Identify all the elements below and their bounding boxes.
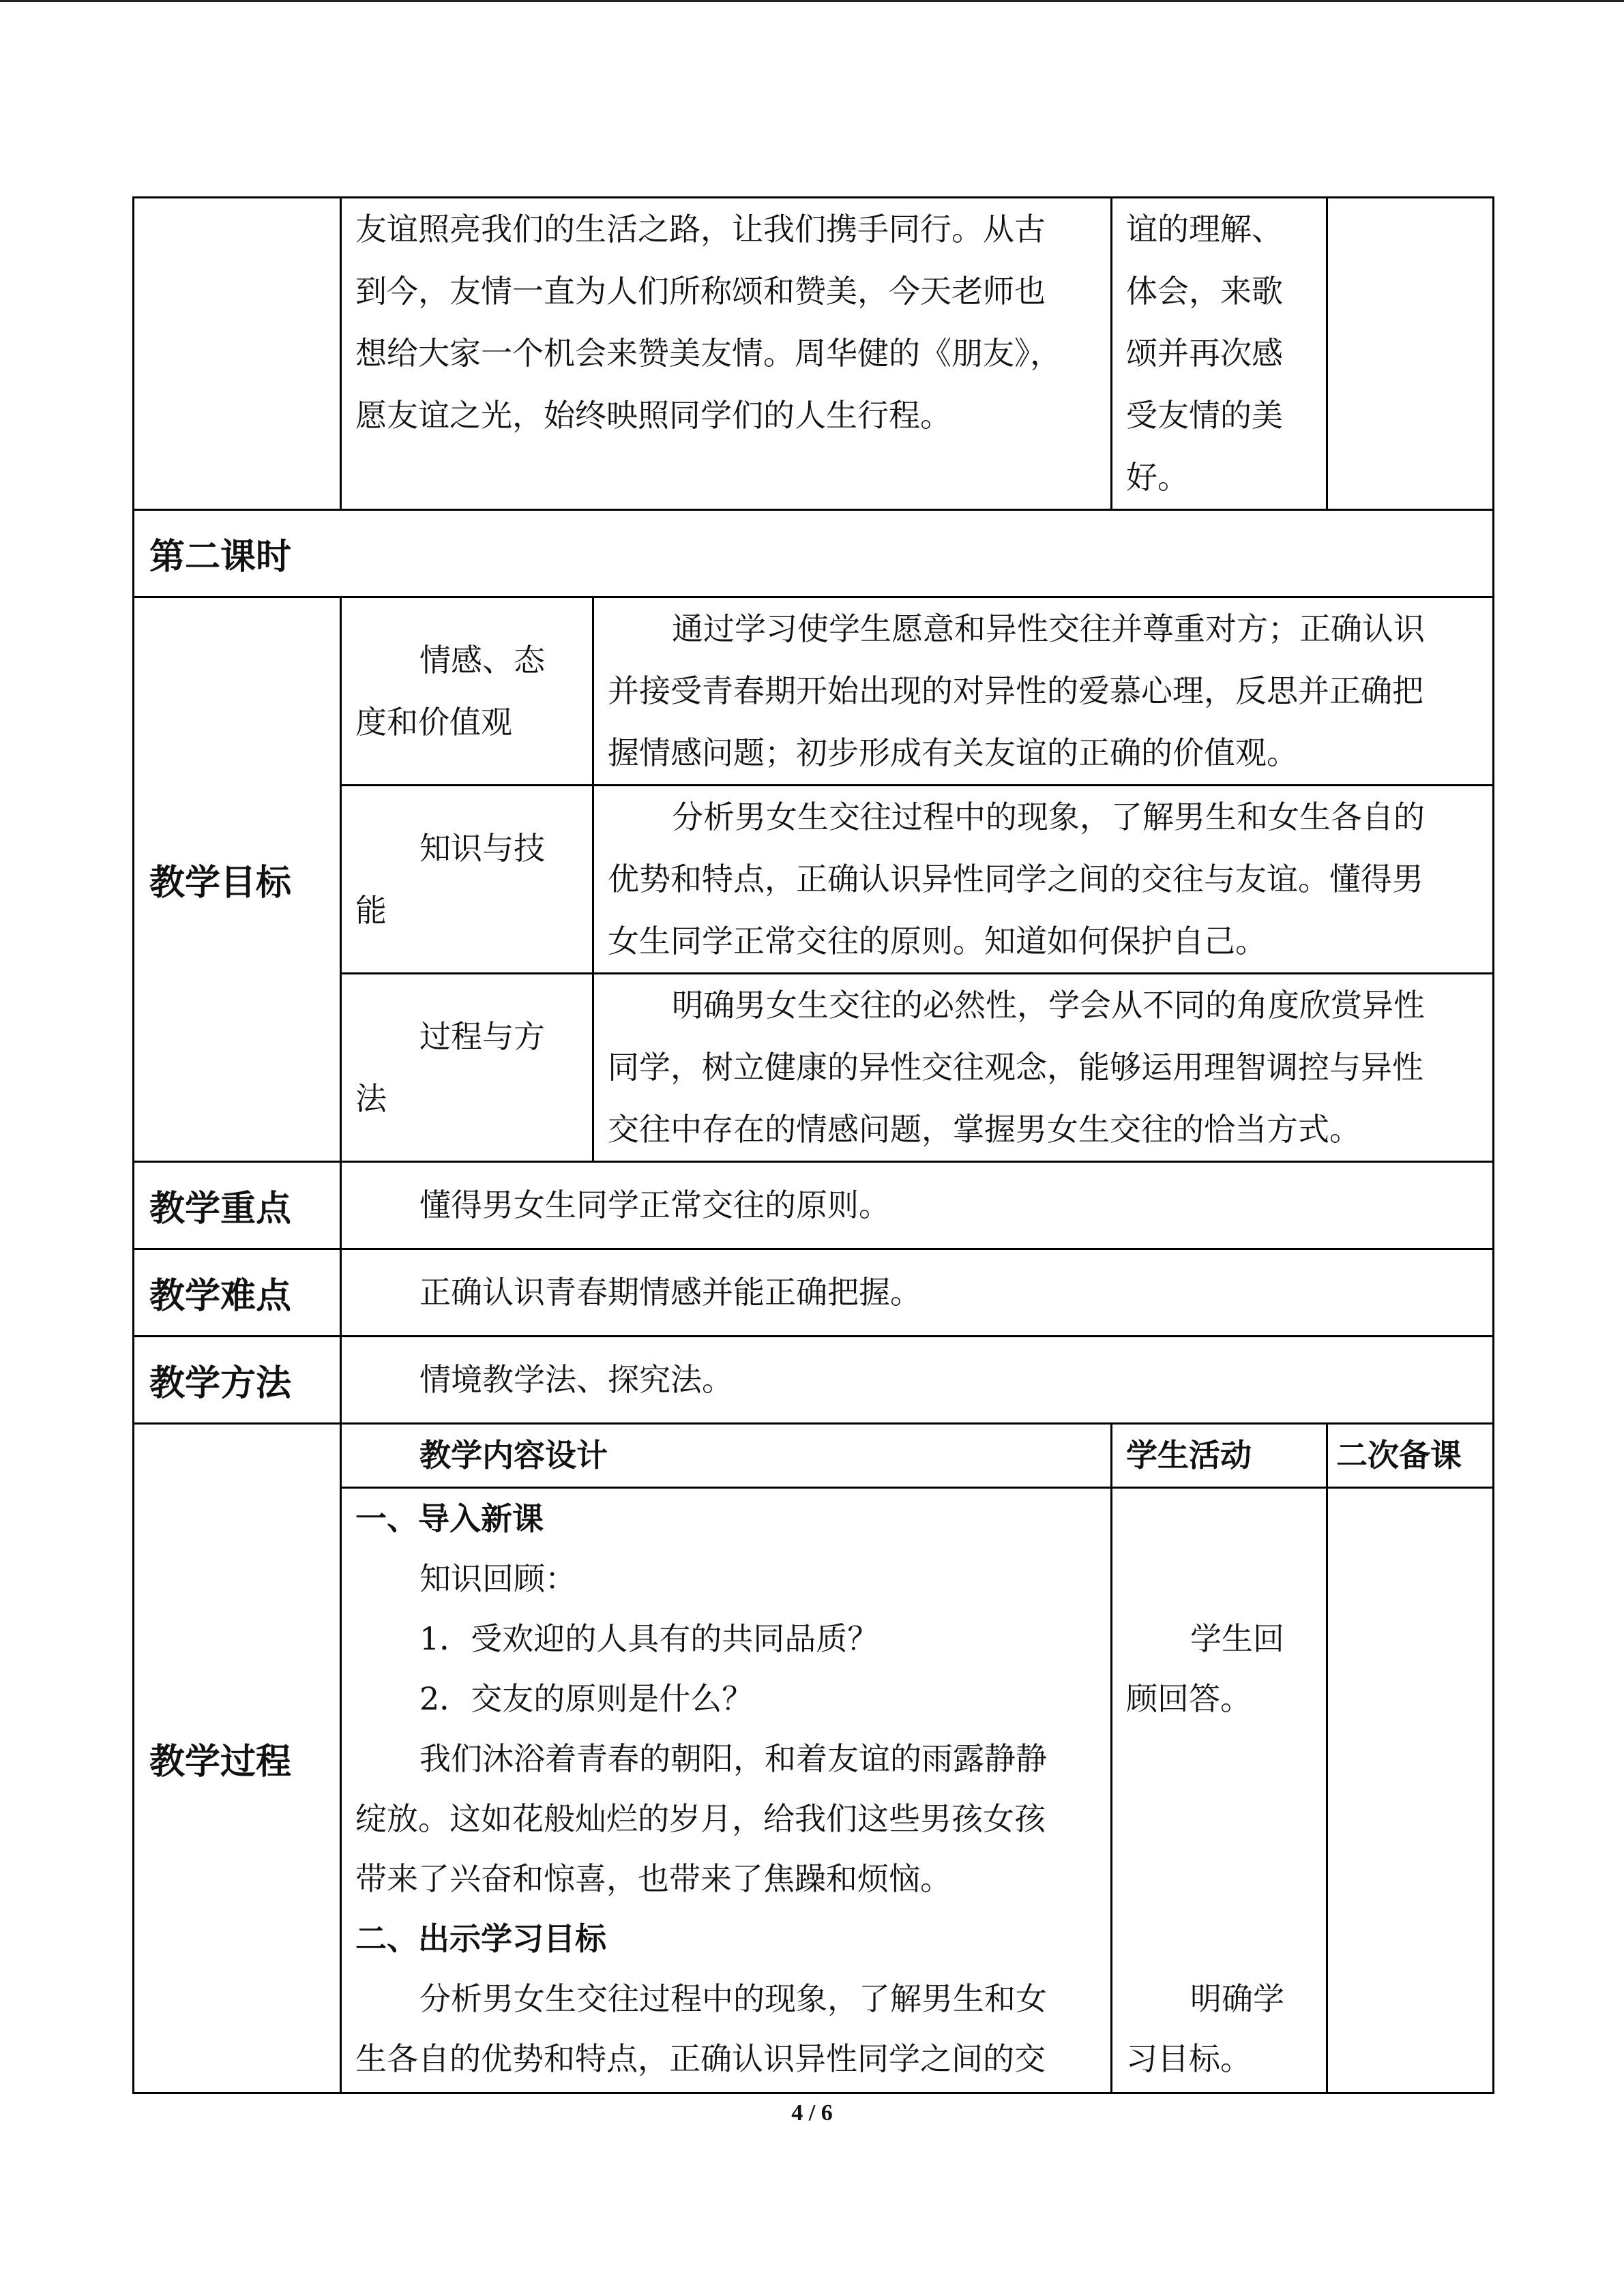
- question-item: 2．交友的原则是什么？: [419, 1680, 754, 1717]
- notes-cell: [1327, 198, 1494, 510]
- process-line: 生各自的优势和特点，正确认识异性同学之间的交: [355, 2040, 1046, 2077]
- objective-line: 女生同学正常交往的原则。知道如何保护自己。: [608, 923, 1267, 959]
- key-point-value: 懂得男女生同学正常交往的原则。: [419, 1187, 890, 1223]
- method-value: 情境教学法、探究法。: [419, 1361, 733, 1398]
- objective-category-cell: [341, 786, 593, 974]
- content-line: 到今，友情一直为人们所称颂和赞美，今天老师也: [355, 273, 1046, 310]
- second-prep-header: 二次备课: [1336, 1437, 1462, 1474]
- objective-line: 并接受青春期开始出现的对异性的爱慕心理，反思并正确把: [608, 672, 1423, 709]
- objective-text-cell: [593, 974, 1494, 1162]
- objective-category: 能: [355, 891, 387, 929]
- process-col-header: [1112, 1424, 1327, 1488]
- section-heading: 一、导入新课: [355, 1500, 544, 1537]
- page-number: 4 / 6: [791, 2100, 833, 2126]
- objective-category-cell: [341, 597, 593, 786]
- content-design-header: 教学内容设计: [419, 1437, 608, 1474]
- difficulty-value-cell: [341, 1249, 1494, 1337]
- objective-category: 法: [355, 1079, 387, 1117]
- process-label: 教学过程: [149, 1742, 292, 1783]
- objective-line: 分析男女生交往过程中的现象，了解男生和女生各自的: [672, 799, 1425, 835]
- continuation-row: [134, 198, 1494, 510]
- difficulty-label: 教学难点: [149, 1276, 292, 1317]
- process-content-cell: [341, 1488, 1112, 2093]
- process-col-header: [341, 1424, 1112, 1488]
- activity-line: 顾回答。: [1126, 1680, 1252, 1717]
- activity-line: 明确学: [1190, 1980, 1284, 2017]
- method-row: [134, 1337, 1494, 1424]
- objectives-label: 教学目标: [149, 863, 292, 904]
- objective-category: 过程与方: [419, 1017, 545, 1055]
- activity-line: 谊的理解、: [1126, 211, 1283, 248]
- content-cell: [341, 198, 1112, 510]
- student-activity-header: 学生活动: [1126, 1437, 1252, 1474]
- objective-line: 优势和特点，正确认识异性同学之间的交往与友谊。懂得男: [608, 861, 1423, 897]
- objective-category-cell: [341, 974, 593, 1162]
- objective-text-cell: [593, 597, 1494, 786]
- method-label: 教学方法: [149, 1363, 292, 1404]
- section-title: 第二课时: [149, 537, 292, 578]
- page-top-border: [0, 0, 1624, 2]
- objectives-label-cell: [134, 597, 341, 1162]
- process-line: 绽放。这如花般灿烂的岁月，给我们这些男孩女孩: [355, 1800, 1046, 1837]
- key-point-value-cell: [341, 1162, 1494, 1249]
- method-label-cell: [134, 1337, 341, 1424]
- objective-category: 知识与技: [419, 829, 545, 867]
- method-value-cell: [341, 1337, 1494, 1424]
- objective-category: 情感、态: [419, 641, 545, 679]
- process-label-cell: [134, 1424, 341, 2093]
- section-title-row: [134, 510, 1494, 597]
- process-header-row: [134, 1424, 1494, 1488]
- question-item: 1．受欢迎的人具有的共同品质？: [419, 1620, 879, 1657]
- process-col-header: [1327, 1424, 1494, 1488]
- content-line: 愿友谊之光，始终映照同学们的人生行程。: [355, 397, 951, 434]
- objective-line: 握情感问题；初步形成有关友谊的正确的价值观。: [608, 734, 1298, 771]
- content-line: 友谊照亮我们的生活之路，让我们携手同行。从古: [355, 211, 1046, 248]
- section-title-cell: [134, 510, 1494, 597]
- difficulty-value: 正确认识青春期情感并能正确把握。: [419, 1274, 921, 1311]
- objective-line: 明确男女生交往的必然性，学会从不同的角度欣赏异性: [672, 987, 1425, 1024]
- activity-line: 好。: [1126, 459, 1189, 496]
- section-heading: 二、出示学习目标: [355, 1920, 606, 1957]
- objective-line: 交往中存在的情感问题，掌握男女生交往的恰当方式。: [608, 1111, 1361, 1148]
- activity-line: 受友情的美: [1126, 397, 1283, 434]
- lesson-plan-table: [132, 196, 1494, 2094]
- process-line: 分析男女生交往过程中的现象，了解男生和女: [419, 1980, 1047, 2017]
- difficulty-row: [134, 1249, 1494, 1337]
- activity-line: 习目标。: [1126, 2040, 1252, 2077]
- activity-line: 体会，来歌: [1126, 273, 1283, 310]
- objective-text-cell: [593, 786, 1494, 974]
- key-point-label: 教学重点: [149, 1189, 292, 1229]
- process-line: 带来了兴奋和惊喜，也带来了焦躁和烦恼。: [355, 1860, 951, 1897]
- objective-row: [134, 597, 1494, 786]
- content-line: 想给大家一个机会来赞美友情。周华健的《朋友》，: [355, 335, 1061, 372]
- objective-line: 同学，树立健康的异性交往观念，能够运用理智调控与异性: [608, 1049, 1423, 1086]
- process-line: 我们沐浴着青春的朝阳，和着友谊的雨露静静: [419, 1740, 1047, 1777]
- difficulty-label-cell: [134, 1249, 341, 1337]
- process-notes-cell: [1327, 1488, 1494, 2093]
- activity-cell: [1112, 198, 1327, 510]
- label-cell-empty: [134, 198, 341, 510]
- objective-category: 度和价值观: [355, 703, 512, 741]
- activity-line: 学生回: [1190, 1620, 1284, 1657]
- process-line: 知识回顾：: [419, 1560, 576, 1597]
- key-point-label-cell: [134, 1162, 341, 1249]
- activity-line: 颂并再次感: [1126, 335, 1283, 372]
- process-activity-cell: [1112, 1488, 1327, 2093]
- key-point-row: [134, 1162, 1494, 1249]
- objective-line: 通过学习使学生愿意和异性交往并尊重对方；正确认识: [672, 610, 1425, 647]
